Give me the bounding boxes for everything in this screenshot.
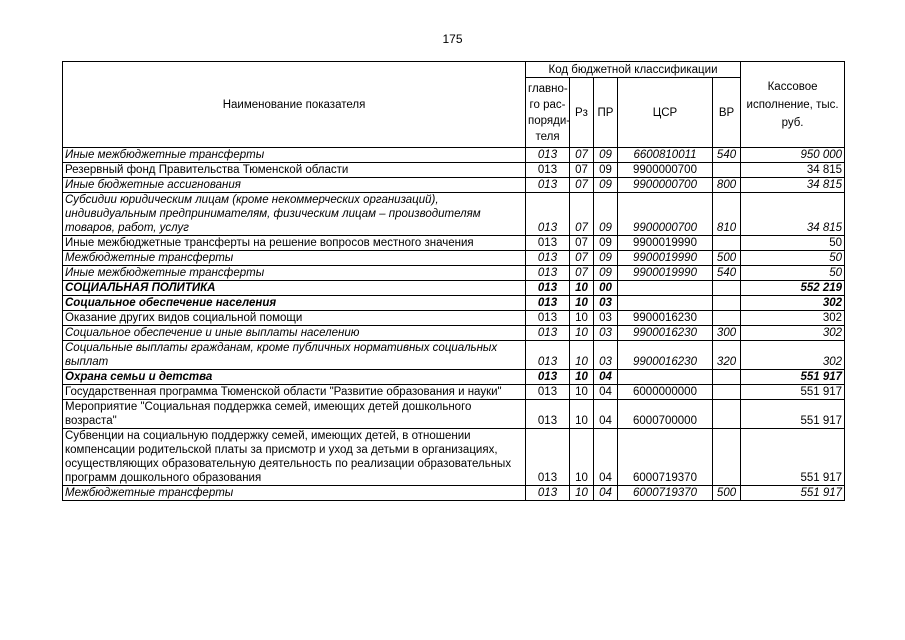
row-rz: 10 (570, 486, 594, 501)
row-grbs: 013 (526, 236, 570, 251)
row-grbs: 013 (526, 163, 570, 178)
table-row (63, 193, 845, 236)
table-row (63, 251, 845, 266)
row-vr: 810 (713, 193, 741, 236)
row-pr: 03 (594, 296, 618, 311)
row-rz: 07 (570, 251, 594, 266)
table-row (63, 326, 845, 341)
row-rz: 07 (570, 266, 594, 281)
table-row (63, 296, 845, 311)
header-csr: ЦСР (618, 78, 713, 148)
table-row (63, 311, 845, 326)
table-row (63, 486, 845, 501)
header-grbs: главно-го рас-поряди-теля (526, 78, 570, 148)
row-amount: 950 000 (741, 148, 845, 163)
row-rz: 07 (570, 236, 594, 251)
row-csr: 6000000000 (618, 385, 713, 400)
row-name: Иные межбюджетные трансферты на решение вопросов местного значения (63, 236, 526, 251)
row-name: Социальные выплаты гражданам, кроме публичных нормативных социальных выплат (63, 341, 526, 370)
row-pr: 03 (594, 341, 618, 370)
row-amount: 552 219 (741, 281, 845, 296)
row-csr: 9900016230 (618, 326, 713, 341)
row-csr (618, 296, 713, 311)
row-csr: 9900000700 (618, 193, 713, 236)
row-rz: 10 (570, 311, 594, 326)
row-pr: 09 (594, 193, 618, 236)
table-body (63, 148, 845, 501)
row-csr: 6600810011 (618, 148, 713, 163)
row-amount: 551 917 (741, 400, 845, 429)
row-csr (618, 281, 713, 296)
row-rz: 10 (570, 341, 594, 370)
row-amount: 34 815 (741, 193, 845, 236)
row-amount: 34 815 (741, 163, 845, 178)
row-pr: 09 (594, 178, 618, 193)
row-vr: 540 (713, 266, 741, 281)
row-grbs: 013 (526, 281, 570, 296)
table-row (63, 385, 845, 400)
row-name: Социальное обеспечение населения (63, 296, 526, 311)
row-rz: 07 (570, 193, 594, 236)
row-vr (713, 385, 741, 400)
row-pr: 03 (594, 326, 618, 341)
row-pr: 04 (594, 486, 618, 501)
row-vr (713, 236, 741, 251)
budget-table (62, 61, 845, 501)
row-rz: 10 (570, 429, 594, 486)
row-csr: 9900000700 (618, 178, 713, 193)
row-csr: 9900000700 (618, 163, 713, 178)
row-vr: 320 (713, 341, 741, 370)
row-name: Резервный фонд Правительства Тюменской области (63, 163, 526, 178)
header-name: Наименование показателя (63, 62, 526, 148)
table-row (63, 281, 845, 296)
header-pr: ПР (594, 78, 618, 148)
row-rz: 10 (570, 400, 594, 429)
row-amount: 551 917 (741, 486, 845, 501)
row-vr: 800 (713, 178, 741, 193)
row-pr: 09 (594, 236, 618, 251)
row-pr: 09 (594, 148, 618, 163)
row-pr: 09 (594, 266, 618, 281)
row-amount: 302 (741, 311, 845, 326)
row-rz: 10 (570, 326, 594, 341)
row-amount: 302 (741, 326, 845, 341)
table-row (63, 163, 845, 178)
row-name: Иные бюджетные ассигнования (63, 178, 526, 193)
row-vr: 540 (713, 148, 741, 163)
row-rz: 07 (570, 148, 594, 163)
row-name: Иные межбюджетные трансферты (63, 266, 526, 281)
row-amount: 34 815 (741, 178, 845, 193)
row-grbs: 013 (526, 429, 570, 486)
row-grbs: 013 (526, 486, 570, 501)
table-row (63, 341, 845, 370)
row-name: Охрана семьи и детства (63, 370, 526, 385)
row-csr: 9900019990 (618, 266, 713, 281)
row-vr (713, 311, 741, 326)
row-name: Субвенции на социальную поддержку семей, имеющих детей, в отношении компенсации родительской платы за присмотр и уход за детьми в организациях, осуществляющих образовательную деятельность по реализации образовательных программ дошкольного образования (63, 429, 526, 486)
row-vr (713, 296, 741, 311)
row-pr: 04 (594, 385, 618, 400)
row-csr (618, 370, 713, 385)
row-name: Мероприятие "Социальная поддержка семей, имеющих детей дошкольного возраста" (63, 400, 526, 429)
table-row (63, 178, 845, 193)
row-name: Оказание других видов социальной помощи (63, 311, 526, 326)
row-grbs: 013 (526, 370, 570, 385)
row-rz: 07 (570, 163, 594, 178)
row-amount: 551 917 (741, 429, 845, 486)
row-vr (713, 281, 741, 296)
row-pr: 03 (594, 311, 618, 326)
row-csr: 9900016230 (618, 341, 713, 370)
row-grbs: 013 (526, 296, 570, 311)
row-csr: 9900019990 (618, 236, 713, 251)
row-vr (713, 370, 741, 385)
row-grbs: 013 (526, 148, 570, 163)
row-pr: 09 (594, 163, 618, 178)
row-amount: 50 (741, 251, 845, 266)
row-pr: 04 (594, 429, 618, 486)
row-amount: 551 917 (741, 385, 845, 400)
row-name: Государственная программа Тюменской области "Развитие образования и науки" (63, 385, 526, 400)
row-pr: 04 (594, 400, 618, 429)
row-rz: 10 (570, 370, 594, 385)
row-name: Межбюджетные трансферты (63, 486, 526, 501)
row-pr: 09 (594, 251, 618, 266)
row-csr: 9900019990 (618, 251, 713, 266)
row-grbs: 013 (526, 385, 570, 400)
row-grbs: 013 (526, 311, 570, 326)
row-pr: 04 (594, 370, 618, 385)
header-code-group: Код бюджетной классификации (526, 62, 741, 78)
row-vr (713, 163, 741, 178)
row-grbs: 013 (526, 193, 570, 236)
row-name: СОЦИАЛЬНАЯ ПОЛИТИКА (63, 281, 526, 296)
row-grbs: 013 (526, 266, 570, 281)
row-csr: 6000719370 (618, 429, 713, 486)
table-row (63, 266, 845, 281)
row-grbs: 013 (526, 326, 570, 341)
header-rz: Рз (570, 78, 594, 148)
row-vr (713, 429, 741, 486)
row-grbs: 013 (526, 178, 570, 193)
row-name: Социальное обеспечение и иные выплаты населению (63, 326, 526, 341)
row-amount: 302 (741, 296, 845, 311)
row-csr: 6000700000 (618, 400, 713, 429)
table-row (63, 370, 845, 385)
row-amount: 302 (741, 341, 845, 370)
row-name: Межбюджетные трансферты (63, 251, 526, 266)
row-vr (713, 400, 741, 429)
table-row (63, 429, 845, 486)
row-vr: 500 (713, 486, 741, 501)
row-rz: 10 (570, 281, 594, 296)
row-name: Иные межбюджетные трансферты (63, 148, 526, 163)
row-amount: 50 (741, 266, 845, 281)
row-vr: 300 (713, 326, 741, 341)
row-csr: 9900016230 (618, 311, 713, 326)
row-amount: 50 (741, 236, 845, 251)
table-row (63, 148, 845, 163)
row-grbs: 013 (526, 341, 570, 370)
row-vr: 500 (713, 251, 741, 266)
table-row (63, 236, 845, 251)
row-amount: 551 917 (741, 370, 845, 385)
row-grbs: 013 (526, 400, 570, 429)
row-name: Субсидии юридическим лицам (кроме некоммерческих организаций), индивидуальным предпринимателям, физическим лицам – производителям товаров, работ, услуг (63, 193, 526, 236)
header-vr: ВР (713, 78, 741, 148)
row-csr: 6000719370 (618, 486, 713, 501)
row-rz: 10 (570, 296, 594, 311)
row-grbs: 013 (526, 251, 570, 266)
header-amount: Кассовое исполнение, тыс. руб. (741, 62, 845, 148)
row-pr: 00 (594, 281, 618, 296)
row-rz: 07 (570, 178, 594, 193)
row-rz: 10 (570, 385, 594, 400)
page-number: 175 (442, 32, 463, 46)
table-row (63, 400, 845, 429)
